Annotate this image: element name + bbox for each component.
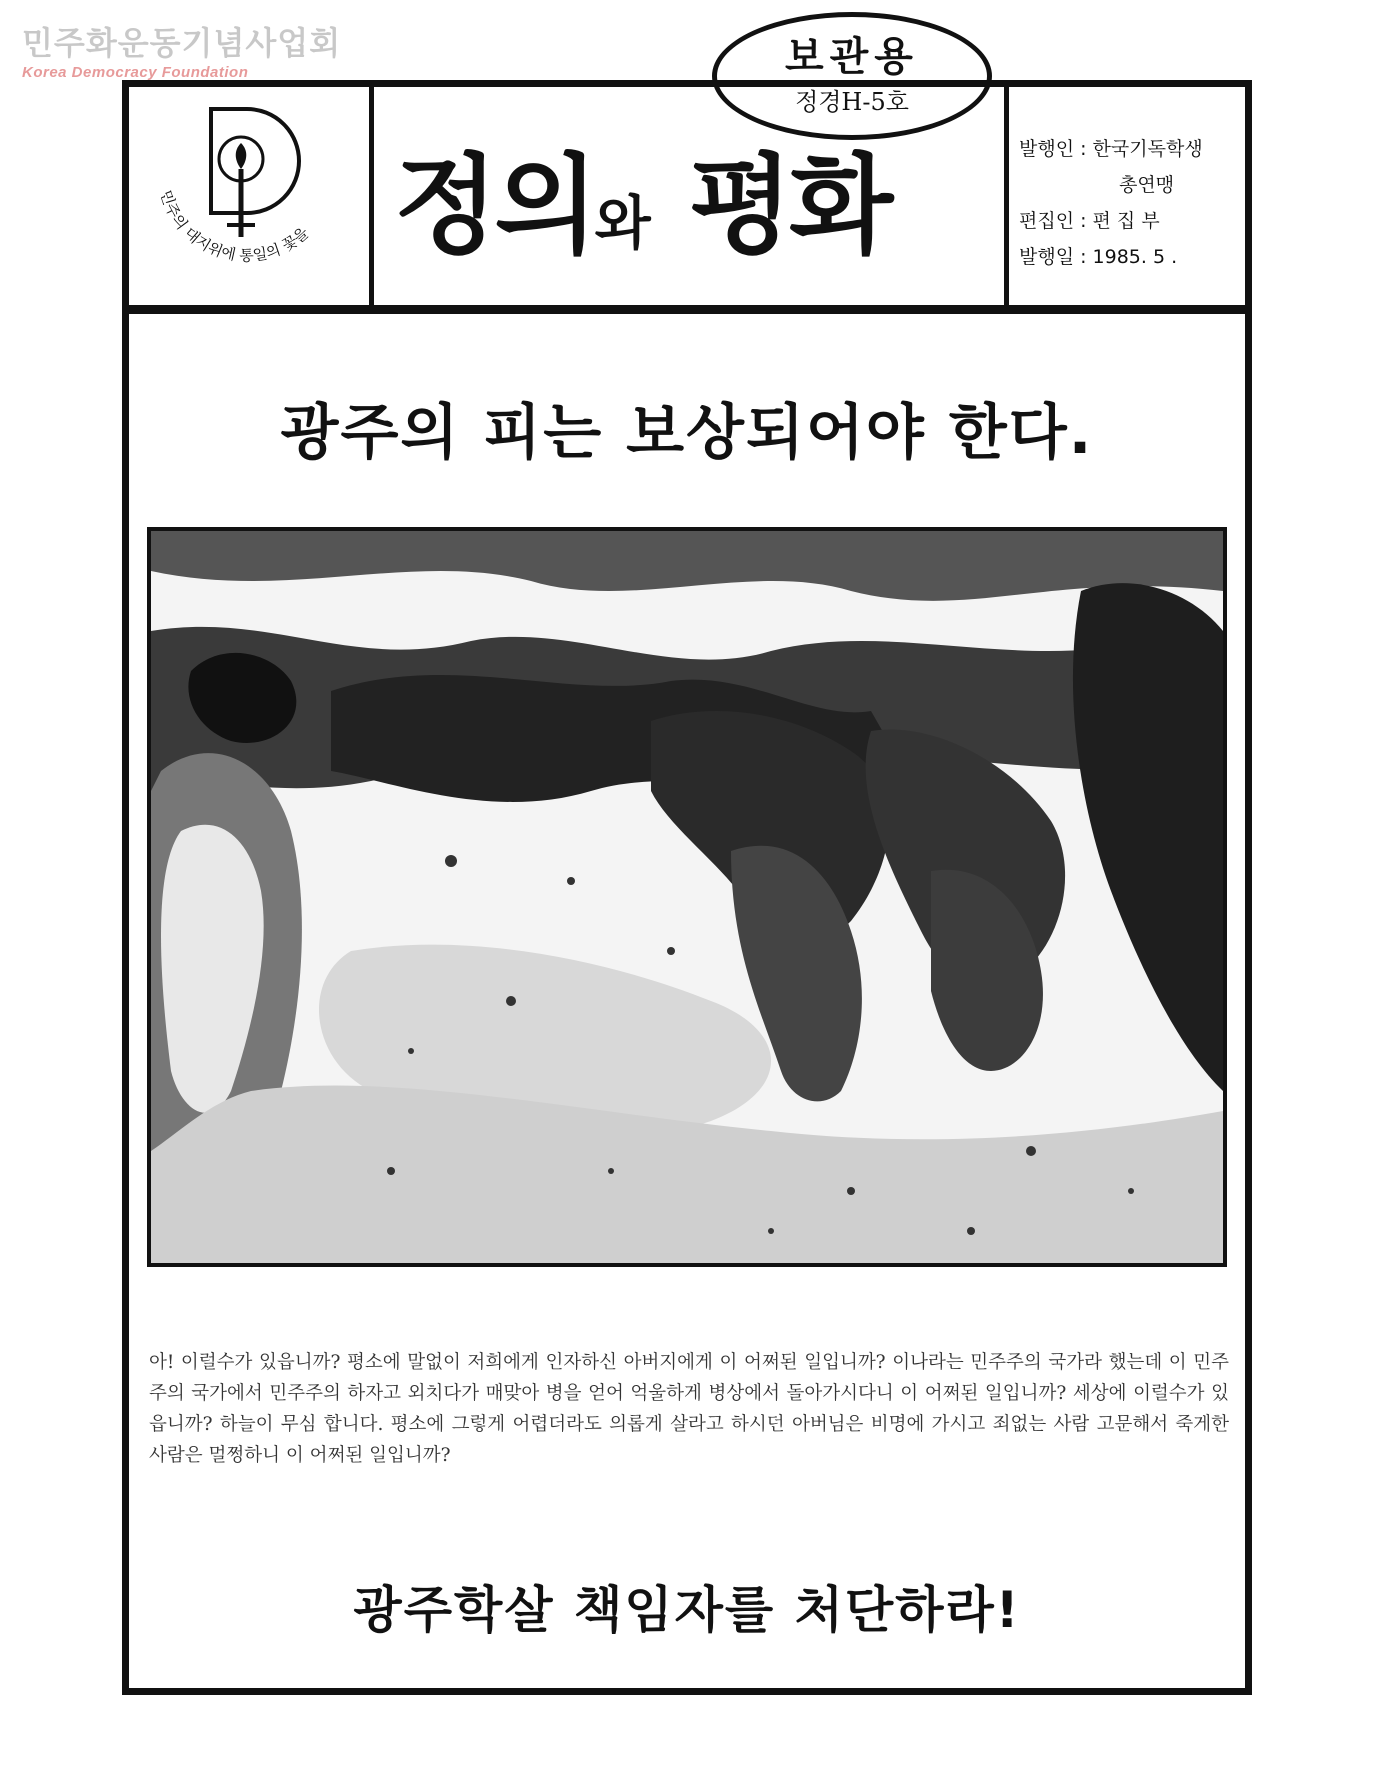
- headline: 광주의 피는 보상되어야 한다.: [280, 398, 1094, 468]
- publication-info: [1009, 87, 1245, 305]
- watermark-english: Korea Democracy Foundation: [22, 64, 249, 81]
- publisher-line: 발행인 : 한국기독학생: [1019, 138, 1203, 160]
- editor-line: 편집인 : 편 집 부: [1019, 210, 1160, 232]
- news-photo: [147, 527, 1227, 1267]
- watermark-korean: 민주화운동기념사업회: [22, 24, 342, 62]
- photo-image: [151, 531, 1223, 1263]
- slogan: 광주학살 책임자를 처단하라!: [353, 1581, 1021, 1639]
- masthead-header: [129, 87, 1245, 314]
- stamp-label: 보관용: [785, 34, 919, 80]
- title-part-3: 평화: [688, 144, 890, 269]
- title-cell: [374, 87, 1009, 305]
- title-part-2: 와: [594, 189, 649, 257]
- watermark: [22, 18, 341, 81]
- logo-cell: [129, 87, 374, 305]
- issue-date-line: 발행일 : 1985. 5 .: [1019, 246, 1178, 268]
- newsletter-page: [122, 80, 1252, 1695]
- publisher-line-cont: 총연맹: [1119, 174, 1175, 196]
- logo-motto: 민주의 대지위에 통일의 꽃을: [156, 187, 313, 265]
- torch-logo-icon: [129, 87, 364, 297]
- article-body: 아! 이럴수가 있읍니까? 평소에 말없이 저희에게 인자하신 아버지에게 이 어쩌된 일입니까? 이나라는 민주주의 국가라 했는데 이 민주주의 국가에서 민주주의 하자고 외치다가 매맞아 병을 얻어 억울하게 병상에서 돌아가시다니 이 어쩌된 일입니까? 세상에 이럴수가 있읍니까? 하늘이 무심 합니다. 평소에 그렇게 어렵더라도 의롭게 살라고 하시던 아버님은 비명에 가시고 죄없는 사람 고문해서 죽게한 사람은 멀쩡하니 이 어쩌된 일입니까?: [149, 1352, 1229, 1466]
- title-part-1: 정의: [394, 144, 595, 269]
- stamp-number: 정경H-5호: [795, 88, 909, 116]
- newsletter-title: [394, 119, 889, 274]
